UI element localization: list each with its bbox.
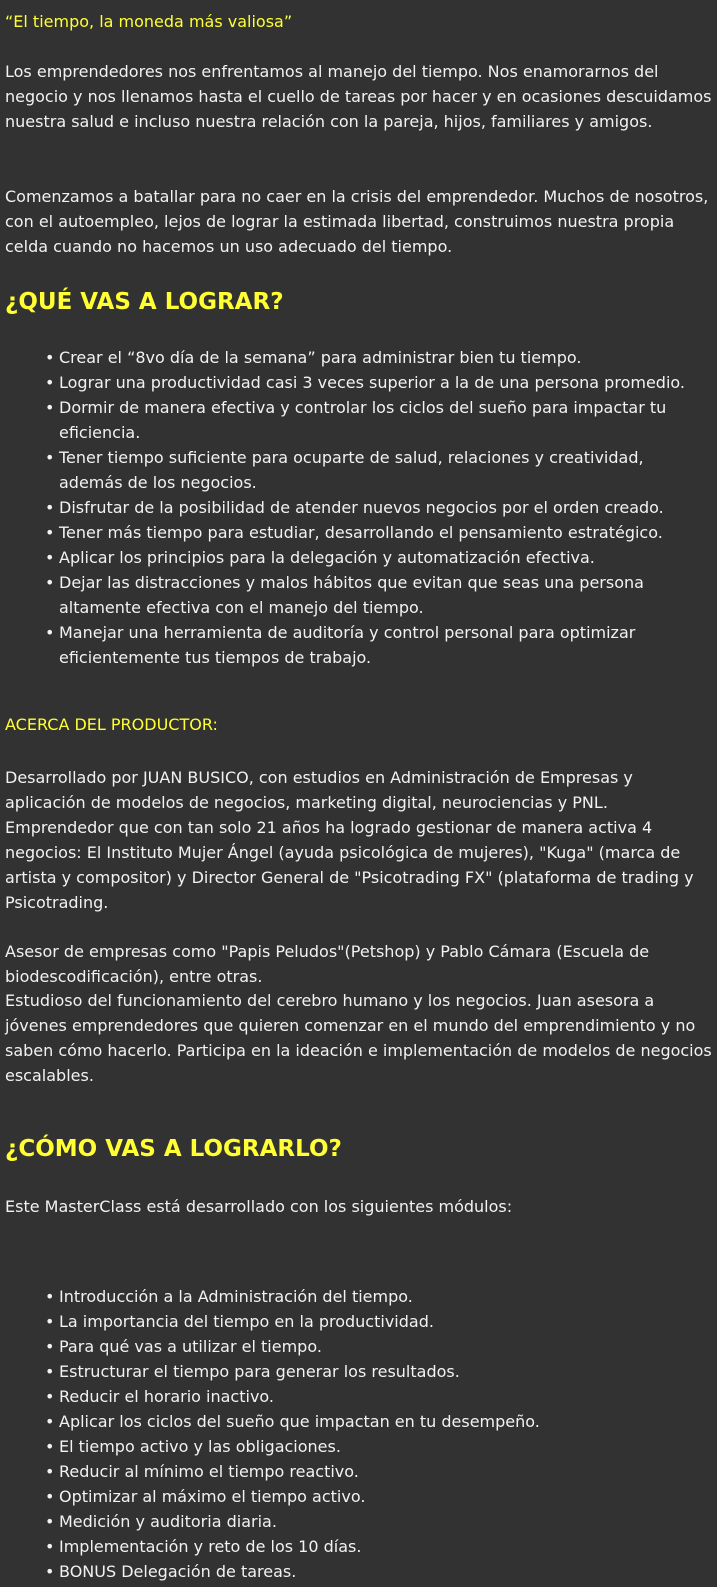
list-item [42, 495, 710, 520]
list-item-text: Estructurar el tiempo para generar los resultados. [59, 1362, 460, 1381]
bullet-icon: • [45, 623, 55, 642]
list-item-text: Dejar las distracciones y malos hábitos que evitan que seas una persona altamente efectiva con el manejo del tiempo. [59, 573, 644, 617]
list-item-text: Dormir de manera efectiva y controlar los ciclos del sueño para impactar tu eficiencia. [59, 398, 667, 442]
list-item-text: Tener más tiempo para estudiar, desarrollando el pensamiento estratégico. [59, 523, 663, 542]
bullet-icon: • [45, 1437, 55, 1456]
list-item-text: Aplicar los ciclos del sueño que impactan en tu desempeño. [59, 1412, 540, 1431]
list-item [42, 545, 710, 570]
bullet-icon: • [45, 373, 55, 392]
list-item [42, 1434, 710, 1459]
bullet-icon: • [45, 1312, 55, 1331]
list-item [42, 345, 710, 370]
list-item [42, 620, 710, 670]
list-item [42, 1284, 710, 1309]
producer-paragraph-2: Asesor de empresas como "Papis Peludos"(Petshop) y Pablo Cámara (Escuela de biodescodificación), entre otras. [5, 942, 650, 986]
bullet-icon: • [45, 1512, 55, 1531]
list-item-text: BONUS Delegación de tareas. [59, 1562, 297, 1581]
list-item-text: Para qué vas a utilizar el tiempo. [59, 1337, 322, 1356]
list-item [42, 1459, 710, 1484]
producer-paragraph-1: Desarrollado por JUAN BUSICO, con estudios en Administración de Empresas y aplicación de modelos de negocios, marketing digital, neurociencias y PNL. Emprendedor que con tan solo 21 años ha logrado gestionar de manera activa 4 negocios: El Instituto Mujer Ángel (ayuda psicológica de mujeres), "Kuga" (marca de artista y compositor) y Director General de "Psicotrading FX" (plataforma de trading y Psicotrading. [5, 768, 694, 912]
list-item [42, 445, 710, 495]
list-item-text: Manejar una herramienta de auditoría y control personal para optimizar eficientemente tus tiempos de trabajo. [59, 623, 636, 667]
intro-paragraph-2: Comenzamos a batallar para no caer en la crisis del emprendedor. Muchos de nosotros, con el autoempleo, lejos de lograr la estimada libertad, construimos nuestra propia celda cuando no hacemos un uso adecuado del tiempo. [5, 187, 709, 256]
list-item [42, 1559, 710, 1584]
bullet-icon: • [45, 448, 55, 467]
bullet-icon: • [45, 573, 55, 592]
bullet-icon: • [45, 498, 55, 517]
list-item-text: La importancia del tiempo en la productividad. [59, 1312, 434, 1331]
method-intro: Este MasterClass está desarrollado con los siguientes módulos: [5, 1197, 513, 1216]
bullet-icon: • [45, 1337, 55, 1356]
list-item [42, 1384, 710, 1409]
list-item [42, 1334, 710, 1359]
bullet-icon: • [45, 548, 55, 567]
list-item [42, 1309, 710, 1334]
list-item-text: Lograr una productividad casi 3 veces superior a la de una persona promedio. [59, 373, 685, 392]
bullet-icon: • [45, 1362, 55, 1381]
bullet-icon: • [45, 1412, 55, 1431]
bullet-icon: • [45, 1462, 55, 1481]
bullet-icon: • [45, 523, 55, 542]
bullet-icon: • [45, 1537, 55, 1556]
bullet-icon: • [45, 348, 55, 367]
list-item [42, 570, 710, 620]
list-item [42, 1484, 710, 1509]
list-item-text: Reducir el horario inactivo. [59, 1387, 274, 1406]
bullet-icon: • [45, 1387, 55, 1406]
list-item-text: Aplicar los principios para la delegación y automatización efectiva. [59, 548, 595, 567]
producer-heading: ACERCA DEL PRODUCTOR: [5, 715, 218, 734]
list-item [42, 395, 710, 445]
list-item-text: Disfrutar de la posibilidad de atender nuevos negocios por el orden creado. [59, 498, 664, 517]
bullet-icon: • [45, 1562, 55, 1581]
bullet-icon: • [45, 1487, 55, 1506]
list-item-text: Tener tiempo suficiente para ocuparte de salud, relaciones y creatividad, además de los negocios. [59, 448, 644, 492]
list-item-text: Implementación y reto de los 10 días. [59, 1537, 362, 1556]
list-item [42, 370, 710, 395]
list-item [42, 1359, 710, 1384]
list-item-text: Optimizar al máximo el tiempo activo. [59, 1487, 366, 1506]
goals-list [42, 345, 710, 670]
intro-quote: “El tiempo, la moneda más valiosa” [5, 12, 293, 31]
goals-heading: ¿QUÉ VAS A LOGRAR? [5, 289, 284, 315]
list-item-text: Introducción a la Administración del tiempo. [59, 1287, 413, 1306]
list-item-text: Medición y auditoria diaria. [59, 1512, 277, 1531]
list-item-text: Crear el “8vo día de la semana” para administrar bien tu tiempo. [59, 348, 582, 367]
list-item [42, 1534, 710, 1559]
method-heading: ¿CÓMO VAS A LOGRARLO? [5, 1136, 342, 1162]
modules-list [42, 1284, 710, 1584]
list-item-text: Reducir al mínimo el tiempo reactivo. [59, 1462, 359, 1481]
bullet-icon: • [45, 398, 55, 417]
bullet-icon: • [45, 1287, 55, 1306]
list-item [42, 1509, 710, 1534]
list-item-text: El tiempo activo y las obligaciones. [59, 1437, 341, 1456]
producer-paragraph-3: Estudioso del funcionamiento del cerebro humano y los negocios. Juan asesora a jóvenes emprendedores que quieren comenzar en el mundo del emprendimiento y no saben cómo hacerlo. Participa en la ideación e implementación de modelos de negocios escalables. [5, 991, 712, 1085]
intro-paragraph-1: Los emprendedores nos enfrentamos al manejo del tiempo. Nos enamorarnos del negocio y nos llenamos hasta el cuello de tareas por hacer y en ocasiones descuidamos nuestra salud e incluso nuestra relación con la pareja, hijos, familiares y amigos. [5, 62, 712, 131]
list-item [42, 520, 710, 545]
list-item [42, 1409, 710, 1434]
